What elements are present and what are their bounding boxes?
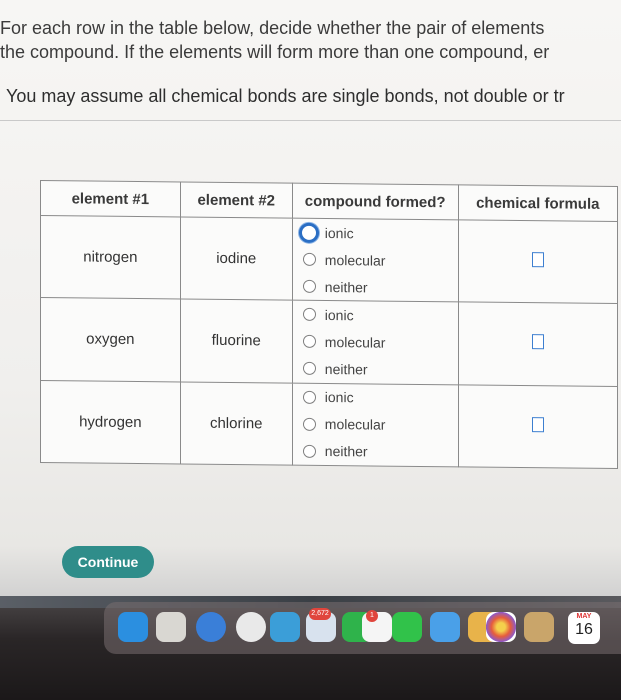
option-label: neither — [324, 278, 368, 296]
option-neither[interactable] — [303, 273, 458, 302]
radio-ionic[interactable] — [303, 391, 316, 404]
formula-cell — [458, 220, 617, 304]
instruction-line-1: For each row in the table below, decide whether the pair of elements — [0, 18, 545, 38]
compound-options — [292, 300, 458, 384]
app-store-icon[interactable] — [270, 612, 300, 642]
radio-neither[interactable] — [303, 280, 316, 293]
formula-input[interactable] — [532, 252, 544, 267]
option-molecular[interactable] — [303, 328, 458, 357]
compound-options — [292, 383, 458, 467]
table-header-row — [41, 181, 618, 222]
chrome-icon[interactable] — [236, 612, 266, 642]
radio-molecular[interactable] — [303, 253, 316, 266]
option-ionic[interactable] — [303, 301, 458, 330]
formula-cell — [458, 302, 617, 386]
compound-options — [292, 218, 458, 302]
header-compound-formed: compound formed? — [292, 183, 458, 220]
header-chemical-formula: chemical formula — [458, 185, 617, 222]
radio-molecular[interactable] — [303, 335, 316, 348]
option-ionic[interactable] — [303, 219, 458, 248]
option-ionic[interactable] — [303, 384, 458, 413]
table-row — [41, 380, 618, 468]
table-row — [41, 216, 618, 304]
compound-table — [40, 180, 618, 469]
radio-neither[interactable] — [303, 362, 316, 375]
calendar-day: 16 — [575, 621, 593, 638]
header-element-1: element #1 — [41, 181, 181, 217]
radio-neither[interactable] — [303, 445, 316, 458]
option-label: molecular — [324, 416, 386, 433]
formula-input[interactable] — [532, 335, 544, 350]
option-label: molecular — [324, 333, 386, 351]
safari-icon[interactable] — [196, 612, 226, 642]
messages-icon[interactable] — [392, 612, 422, 642]
option-neither[interactable] — [303, 438, 458, 467]
divider — [0, 120, 621, 121]
instructions — [0, 16, 549, 64]
calendar-month: MAY — [576, 613, 592, 620]
header-element-2: element #2 — [180, 182, 292, 218]
formula-cell — [458, 385, 617, 469]
option-neither[interactable] — [303, 355, 458, 384]
table-row — [41, 298, 618, 386]
radio-ionic[interactable] — [303, 308, 316, 321]
option-label: ionic — [324, 224, 354, 241]
element-1-cell: hydrogen — [41, 380, 181, 464]
element-1-cell: oxygen — [41, 298, 181, 382]
element-2-cell: iodine — [180, 217, 292, 301]
photos-icon[interactable] — [486, 612, 516, 642]
calendar-icon[interactable] — [568, 612, 600, 644]
option-molecular[interactable] — [303, 411, 458, 440]
option-molecular[interactable] — [303, 246, 458, 275]
element-1-cell: nitrogen — [41, 216, 181, 300]
element-2-cell: chlorine — [180, 382, 292, 466]
formula-input[interactable] — [532, 417, 544, 432]
radio-ionic[interactable] — [299, 222, 319, 242]
option-label: ionic — [324, 306, 354, 324]
element-2-cell: fluorine — [180, 299, 292, 383]
finder-icon[interactable] — [118, 612, 148, 642]
instruction-line-3: You may assume all chemical bonds are single bonds, not double or tr — [6, 86, 565, 106]
radio-molecular[interactable] — [303, 418, 316, 431]
option-label: neither — [324, 360, 368, 378]
notes-icon[interactable] — [524, 612, 554, 642]
launchpad-icon[interactable] — [156, 612, 186, 642]
instruction-line-2: the compound. If the elements will form more than one compound, er — [0, 42, 550, 62]
option-label: ionic — [324, 389, 354, 406]
messages-badge: 1 — [366, 610, 378, 622]
app-icon[interactable] — [430, 612, 460, 642]
option-label: neither — [324, 443, 368, 460]
option-label: molecular — [324, 251, 386, 269]
continue-button[interactable]: Continue — [62, 546, 154, 578]
mail-badge: 2,672 — [309, 608, 331, 620]
